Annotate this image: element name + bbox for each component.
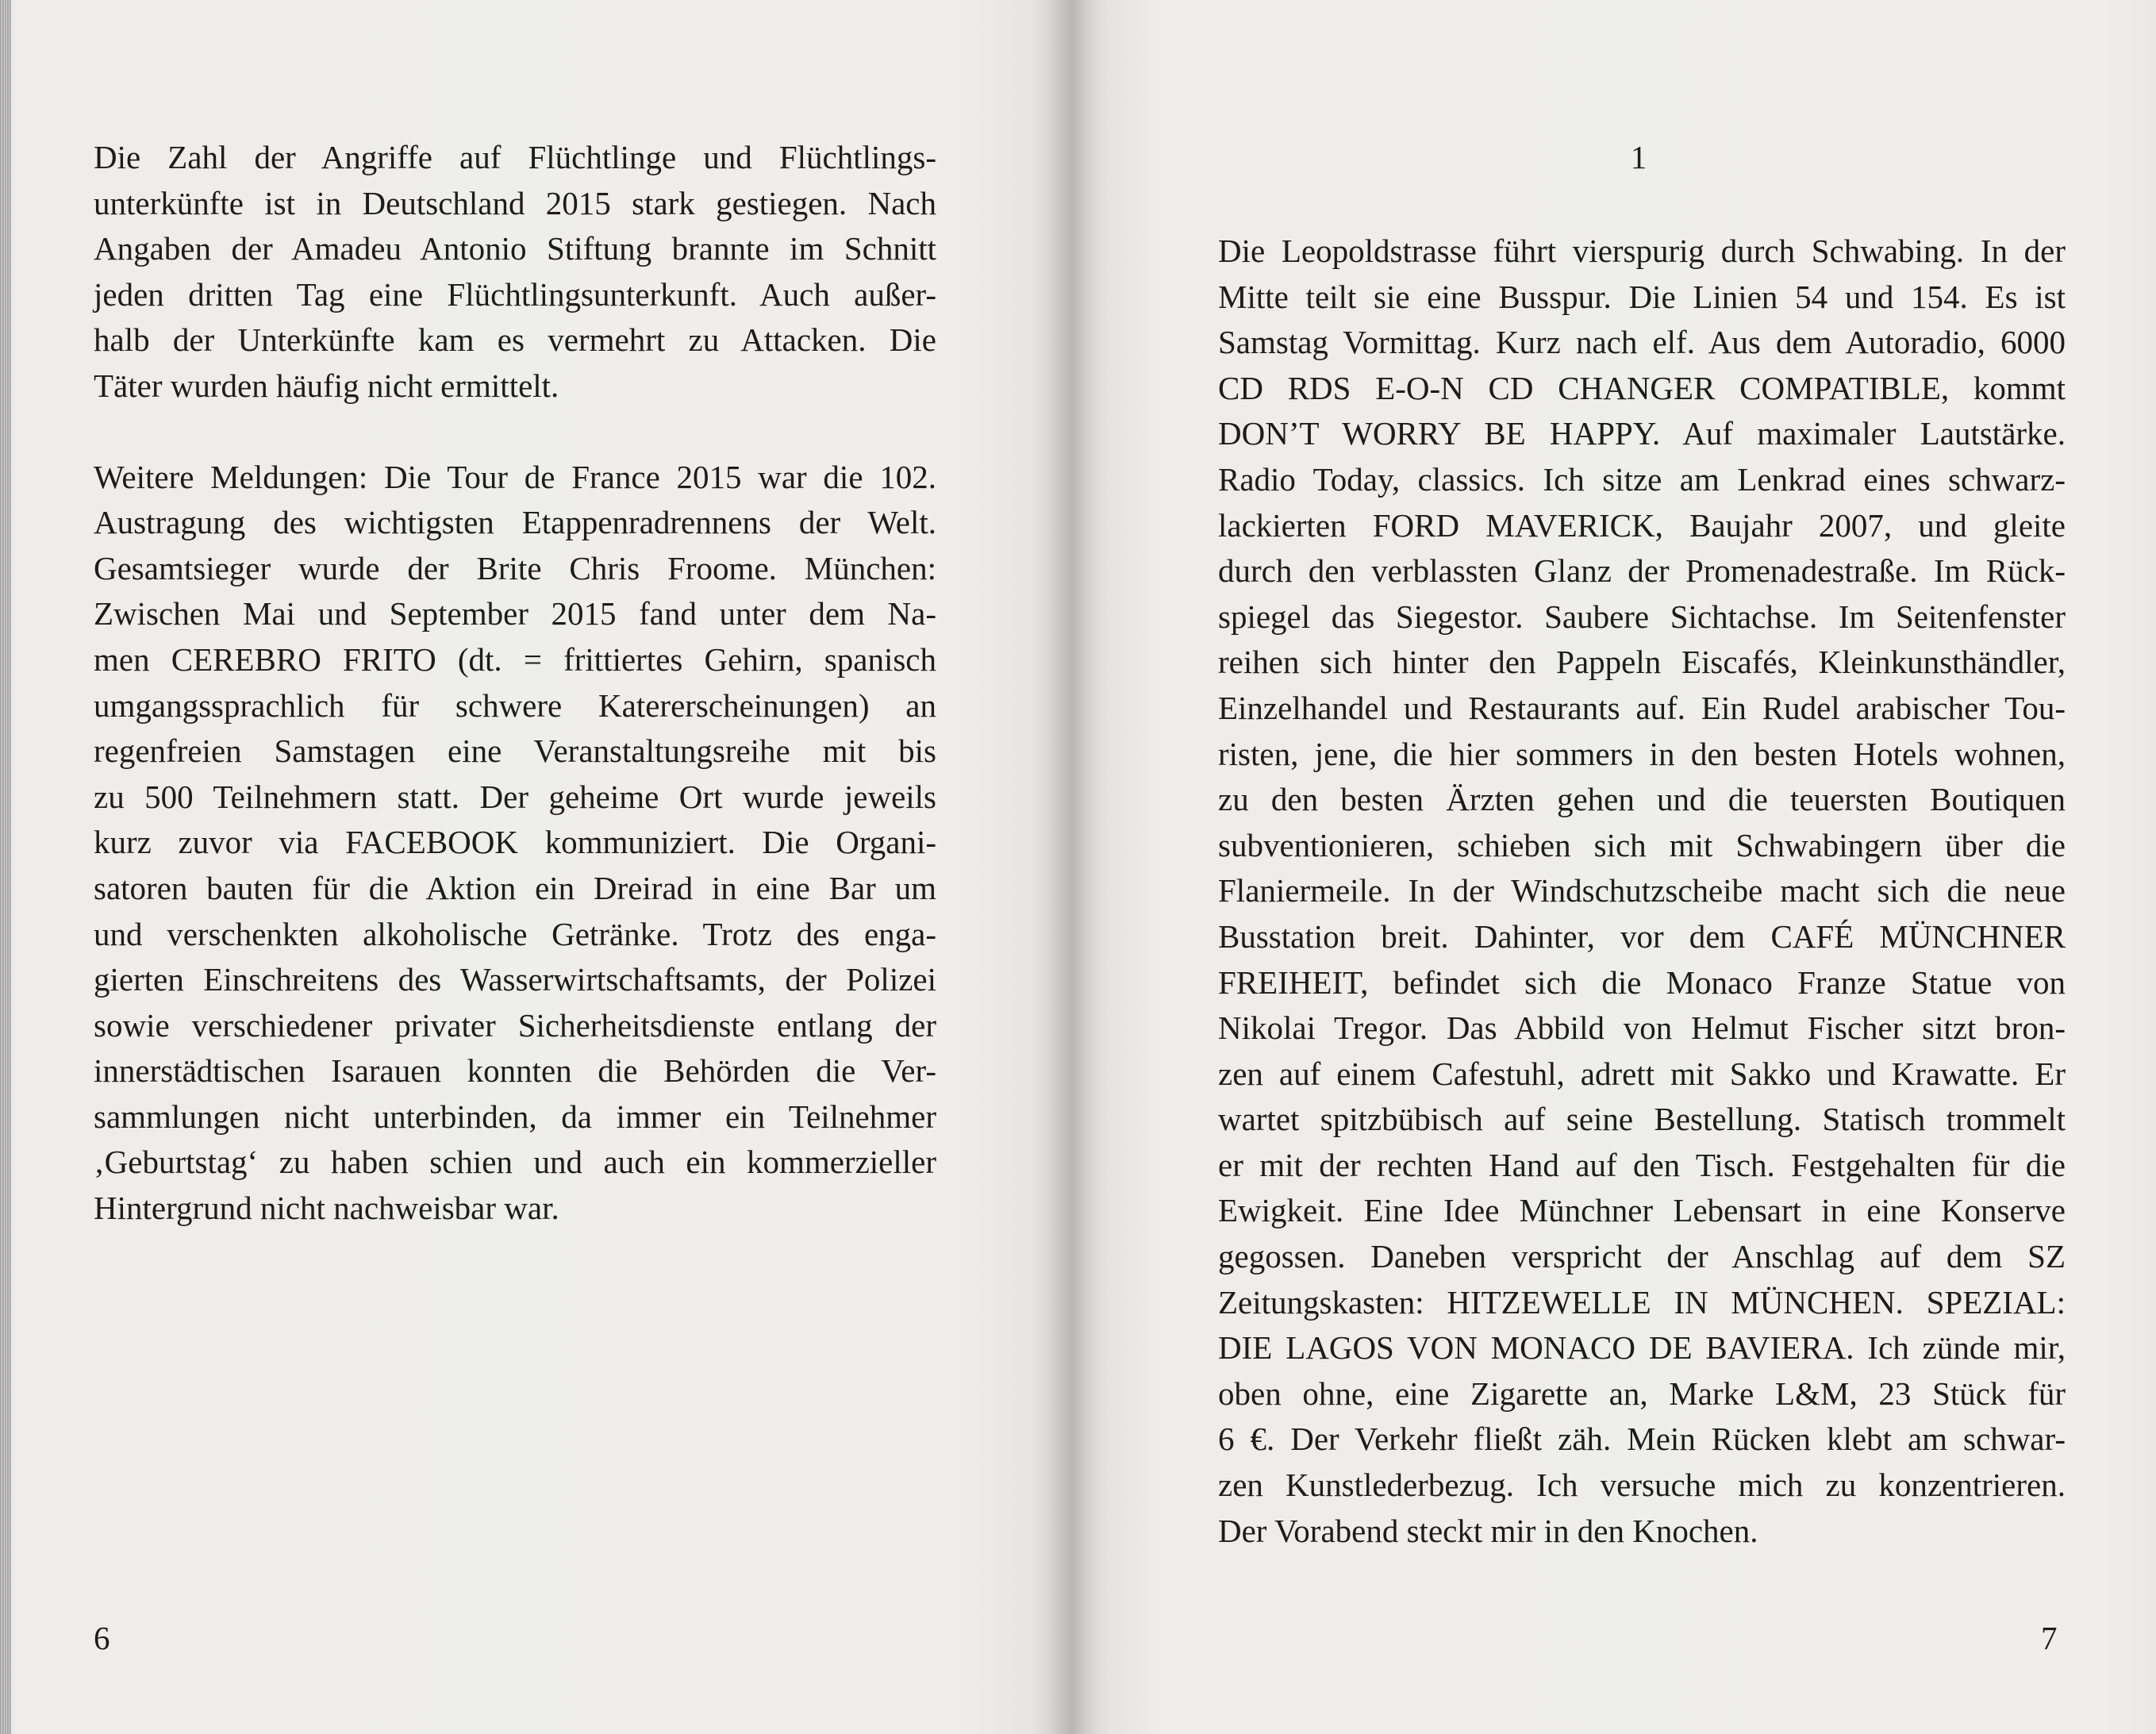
text-line: ‚Geburtstag‘ zu haben schien und auch ein kommerzieller xyxy=(94,1144,936,1181)
chapter-number: 1 xyxy=(1630,139,1647,175)
text-line: kurz zuvor via FACEBOOK kommuniziert. Die Organi- xyxy=(94,824,936,861)
text-line: reihen sich hinter den Pappeln Eiscafés, Kleinkunsthändler, xyxy=(1218,644,2066,681)
text-line: Mitte teilt sie eine Busspur. Die Linien 54 und 154. Es ist xyxy=(1218,278,2066,315)
text-line: Die Zahl der Angriffe auf Flüchtlinge und Flüchtlings- xyxy=(94,139,936,175)
text-line: CD RDS E-O-N CD CHANGER COMPATIBLE, kommt xyxy=(1218,369,2066,406)
text-line: Gesamtsieger wurde der Brite Chris Froome. München: xyxy=(94,549,936,586)
left-page-body xyxy=(94,135,936,1232)
page-number-left: 6 xyxy=(94,1620,110,1656)
text-line: Einzelhandel und Restaurants auf. Ein Rudel arabischer Tou- xyxy=(1218,689,2066,726)
text-line: DIE LAGOS VON MONACO DE BAVIERA. Ich zünde mir, xyxy=(1218,1329,2066,1367)
paragraph-2 xyxy=(94,455,936,1232)
text-line: Nikolai Tregor. Das Abbild von Helmut Fischer sitzt bron- xyxy=(1218,1009,2066,1047)
page-edge-stack xyxy=(0,0,11,1734)
text-line: oben ohne, eine Zigarette an, Marke L&M, 23 Stück für xyxy=(1218,1375,2066,1412)
right-page-body xyxy=(1218,229,2066,1554)
text-line: Täter wurden häufig nicht ermittelt. xyxy=(94,367,559,404)
text-line: und verschenkten alkoholische Getränke. Trotz des enga- xyxy=(94,915,936,952)
text-line: unterkünfte ist in Deutschland 2015 stark gestiegen. Nach xyxy=(94,184,936,221)
text-line: zen Kunstlederbezug. Ich versuche mich zu konzentrieren. xyxy=(1218,1467,2066,1504)
text-line: FREIHEIT, befindet sich die Monaco Franze Statue von xyxy=(1218,963,2066,1001)
text-line: innerstädtischen Isarauen konnten die Behörden die Ver- xyxy=(94,1052,936,1090)
paragraph-1 xyxy=(94,135,936,409)
text-line: DON’T WORRY BE HAPPY. Auf maximaler Lautstärke. xyxy=(1218,415,2066,452)
text-line: Busstation breit. Dahinter, vor dem CAFÉ MÜNCHNER xyxy=(1218,917,2066,955)
left-page xyxy=(0,0,1073,1734)
text-line: Zeitungskasten: HITZEWELLE IN MÜNCHEN. SPEZIAL: xyxy=(1218,1283,2066,1321)
text-line: lackierten FORD MAVERICK, Baujahr 2007, und gleite xyxy=(1218,506,2066,544)
text-line: Samstag Vormittag. Kurz nach elf. Aus dem Autoradio, 6000 xyxy=(1218,324,2066,361)
text-line: Hintergrund nicht nachweisbar war. xyxy=(94,1190,559,1227)
paragraph-gap xyxy=(94,409,936,455)
text-line: men CEREBRO FRITO (dt. = frittiertes Gehirn, spanisch xyxy=(94,640,936,678)
text-line: umgangssprachlich für schwere Katererscheinungen) an xyxy=(94,686,936,724)
text-line: sammlungen nicht unterbinden, da immer ein Teilnehmer xyxy=(94,1098,936,1135)
text-line: Austragung des wichtigsten Etappenradrennens der Welt. xyxy=(94,504,936,541)
text-line: Radio Today, classics. Ich sitze am Lenkrad eines schwarz- xyxy=(1218,460,2066,498)
text-line: durch den verblassten Glanz der Promenadestraße. Im Rück- xyxy=(1218,552,2066,590)
text-line: gegossen. Daneben verspricht der Anschlag auf dem SZ xyxy=(1218,1238,2066,1275)
text-line: regenfreien Samstagen eine Veranstaltungsreihe mit bis xyxy=(94,732,936,770)
text-line: Der Vorabend steckt mir in den Knochen. xyxy=(1218,1512,1758,1549)
text-line: Angaben der Amadeu Antonio Stiftung brannte im Schnitt xyxy=(94,230,936,267)
text-line: zen auf einem Cafestuhl, adrett mit Sakko und Krawatte. Er xyxy=(1218,1055,2066,1092)
text-line: Flaniermeile. In der Windschutzscheibe macht sich die neue xyxy=(1218,872,2066,909)
text-line: 6 €. Der Verkehr fließt zäh. Mein Rücken klebt am schwar- xyxy=(1218,1421,2066,1458)
text-line: halb der Unterkünfte kam es vermehrt zu Attacken. Die xyxy=(94,321,936,359)
text-line: gierten Einschreitens des Wasserwirtschaftsamts, der Polizei xyxy=(94,961,936,998)
text-line: Zwischen Mai und September 2015 fand unter dem Na- xyxy=(94,595,936,632)
text-line: risten, jene, die hier sommers in den besten Hotels wohnen, xyxy=(1218,735,2066,772)
page-number-right: 7 xyxy=(2041,1620,2058,1656)
text-line: sowie verschiedener privater Sicherheitsdienste entlang der xyxy=(94,1006,936,1044)
text-line: Weitere Meldungen: Die Tour de France 2015 war die 102. xyxy=(94,458,936,495)
text-line: zu 500 Teilnehmern statt. Der geheime Ort wurde jeweils xyxy=(94,778,936,815)
text-line: Die Leopoldstrasse führt vierspurig durch Schwabing. In der xyxy=(1218,233,2066,269)
text-line: jeden dritten Tag eine Flüchtlingsunterkunft. Auch außer- xyxy=(94,275,936,313)
text-line: er mit der rechten Hand auf den Tisch. Festgehalten für die xyxy=(1218,1146,2066,1183)
text-line: Ewigkeit. Eine Idee Münchner Lebensart in eine Konserve xyxy=(1218,1192,2066,1229)
gutter-shadow xyxy=(1046,0,1109,1734)
text-line: subventionieren, schieben sich mit Schwabingern über die xyxy=(1218,826,2066,863)
text-line: spiegel das Siegestor. Saubere Sichtachse. Im Seitenfenster xyxy=(1218,598,2066,635)
text-line: wartet spitzbübisch auf seine Bestellung. Statisch trommelt xyxy=(1218,1101,2066,1138)
text-line: satoren bauten für die Aktion ein Dreirad in eine Bar um xyxy=(94,869,936,906)
text-line: zu den besten Ärzten gehen und die teuersten Boutiquen xyxy=(1218,781,2066,818)
